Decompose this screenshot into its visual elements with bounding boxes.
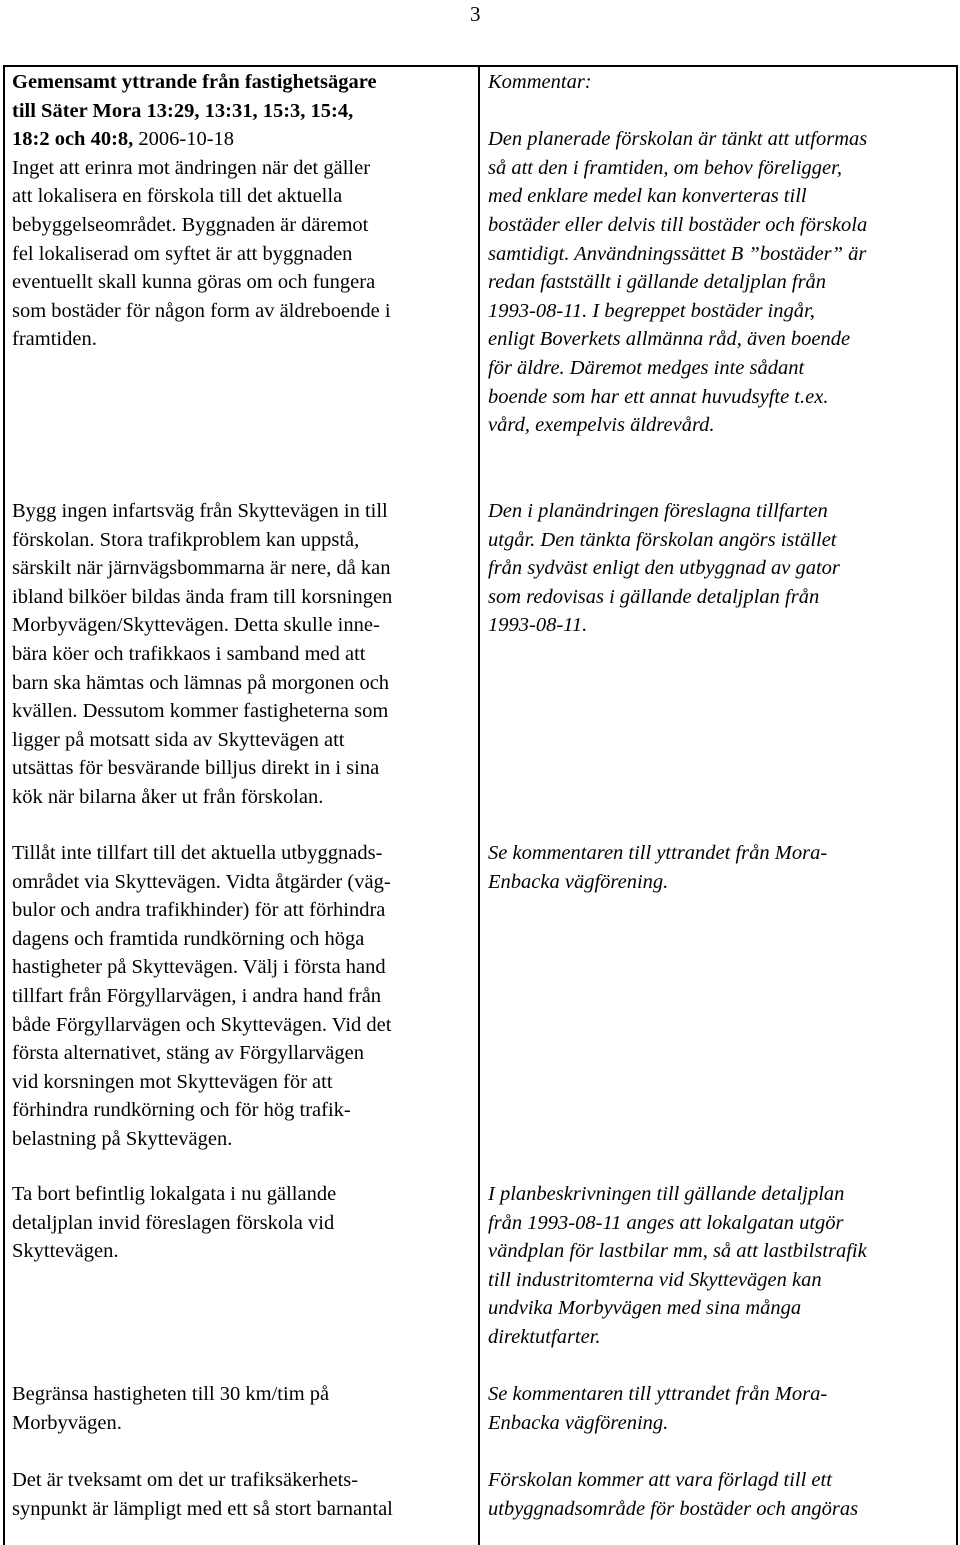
statement-owners-group xyxy=(12,68,391,354)
statement-no-access-skyttevagen xyxy=(12,839,391,1154)
comment-line: Den i planändringen föreslagna tillfarten xyxy=(488,500,828,522)
statement-line: Ta bort befintlig lokalgata i nu gällande xyxy=(12,1183,337,1205)
statement-line: både Förgyllarvägen och Skyttevägen. Vid det xyxy=(12,1013,392,1036)
spacer xyxy=(488,97,867,126)
comment-traffic-safety xyxy=(488,1466,858,1523)
comment-line: 1993-08-11. I begreppet bostäder ingår, xyxy=(488,299,815,322)
statement-line: eventuellt skall kunna göras om och fungera xyxy=(12,271,376,294)
comment-line: redan fastställt i gällande detaljplan från xyxy=(488,271,827,294)
comment-line: utbyggnadsområde för bostäder och angöras xyxy=(488,1497,859,1520)
statement-line: första alternativet, stäng av Förgyllarvägen xyxy=(12,1042,364,1065)
statement-line: barn ska hämtas och lämnas på morgonen och xyxy=(12,671,390,694)
comment-line: Se kommentaren till yttrandet från Mora- xyxy=(488,1383,828,1405)
statement-speed-limit xyxy=(12,1380,329,1437)
comment-line: utgår. Den tänkta förskolan angörs istället xyxy=(488,528,837,551)
comment-line: till industritomterna vid Skyttevägen kan xyxy=(488,1268,822,1291)
statement-line: belastning på Skyttevägen. xyxy=(12,1127,233,1150)
comment-line: Enbacka vägförening. xyxy=(488,1411,669,1434)
comment-speed-limit xyxy=(488,1380,827,1437)
comment-line: från sydväst enligt den utbyggnad av gator xyxy=(488,557,840,580)
statement-line: Morbyvägen. xyxy=(12,1411,122,1434)
comment-line: 1993-08-11. xyxy=(488,614,588,637)
statement-line: förskolan. Stora trafikproblem kan uppstå, xyxy=(12,528,360,551)
comment-line: enligt Boverkets allmänna råd, även boende xyxy=(488,328,851,351)
comment-line: I planbeskrivningen till gällande detaljplan xyxy=(488,1183,845,1205)
statement-heading-line: 18:2 och 40:8, xyxy=(12,128,134,151)
statement-line: att lokalisera en förskola till det aktuella xyxy=(12,185,343,208)
comment-line: så att den i framtiden, om behov föreligger, xyxy=(488,156,842,179)
page-number: 3 xyxy=(470,2,481,26)
comment-heading: Kommentar: xyxy=(488,71,592,93)
comment-owners-group xyxy=(488,68,867,440)
comment-line: vård, exempelvis äldrevård. xyxy=(488,414,715,437)
statement-line: vid korsningen mot Skyttevägen för att xyxy=(12,1070,333,1093)
statement-heading-line: till Säter Mora 13:29, 13:31, 15:3, 15:4, xyxy=(12,99,354,122)
statement-line: Tillåt inte tillfart till det aktuella utbyggnads- xyxy=(12,842,383,864)
statement-line: Bygg ingen infartsväg från Skyttevägen in till xyxy=(12,500,388,522)
statement-traffic-safety xyxy=(12,1466,393,1523)
statement-line: ibland bilköer bildas ända fram till korsningen xyxy=(12,585,393,608)
comment-line: med enklare medel kan konverteras till xyxy=(488,185,807,208)
statement-line: Begränsa hastigheten till 30 km/tim på xyxy=(12,1383,330,1405)
comment-line: direktutfarter. xyxy=(488,1325,601,1348)
statement-line: dagens och framtida rundkörning och höga xyxy=(12,927,365,950)
statement-line: som bostäder för någon form av äldreboende i xyxy=(12,299,391,322)
statement-line: bebyggelseområdet. Byggnaden är däremot xyxy=(12,213,369,236)
statement-line: kök när bilarna åker ut från förskolan. xyxy=(12,785,324,808)
statement-heading-line-with-date xyxy=(12,125,391,154)
statement-heading-line: Gemensamt yttrande från fastighetsägare xyxy=(12,71,377,93)
statement-line: detaljplan invid föreslagen förskola vid xyxy=(12,1211,335,1234)
comment-line: från 1993-08-11 anges att lokalgatan utgör xyxy=(488,1211,844,1234)
comment-access-road xyxy=(488,497,840,640)
statement-line: tillfart från Förgyllarvägen, i andra hand från xyxy=(12,984,382,1007)
statement-line: Morbyvägen/Skyttevägen. Detta skulle inne- xyxy=(12,614,380,637)
statement-access-road xyxy=(12,497,392,812)
statement-line: utsättas för besvärande billjus direkt in i sina xyxy=(12,757,380,780)
statement-line: framtiden. xyxy=(12,328,97,351)
statement-line: Inget att erinra mot ändringen när det gäller xyxy=(12,156,371,179)
statement-line: bulor och andra trafikhinder) för att förhindra xyxy=(12,899,386,922)
statement-line: området via Skyttevägen. Vidta åtgärder (väg- xyxy=(12,870,391,893)
comment-line: Enbacka vägförening. xyxy=(488,870,669,893)
comment-line: bostäder eller delvis till bostäder och förskola xyxy=(488,213,868,236)
statement-line: förhindra rundkörning och för hög trafik- xyxy=(12,1099,351,1122)
statement-date: 2006-10-18 xyxy=(133,128,235,151)
comment-remove-local-street xyxy=(488,1180,867,1352)
comment-no-access-skyttevagen xyxy=(488,839,827,896)
comment-line: samtidigt. Användningssättet B ”bostäder” är xyxy=(488,242,867,265)
comment-line: som redovisas i gällande detaljplan från xyxy=(488,585,820,608)
comment-line: Den planerade förskolan är tänkt att utformas xyxy=(488,128,868,151)
statement-line: synpunkt är lämpligt med ett så stort barnantal xyxy=(12,1497,393,1520)
statement-line: fel lokaliserad om syftet är att byggnaden xyxy=(12,242,353,265)
column-divider xyxy=(478,65,480,1545)
statement-line: särskilt när järnvägsbommarna är nere, då kan xyxy=(12,557,391,580)
comment-line: undvika Morbyvägen med sina många xyxy=(488,1297,802,1320)
statement-line: ligger på motsatt sida av Skyttevägen att xyxy=(12,728,345,751)
statement-line: hastigheter på Skyttevägen. Välj i första hand xyxy=(12,956,386,979)
comment-line: Förskolan kommer att vara förlagd till ett xyxy=(488,1469,832,1491)
statement-line: Skyttevägen. xyxy=(12,1240,119,1263)
statement-line: kvällen. Dessutom kommer fastigheterna som xyxy=(12,700,389,723)
statement-line: bära köer och trafikkaos i samband med att xyxy=(12,642,366,665)
comment-line: för äldre. Däremot medges inte sådant xyxy=(488,356,805,379)
comment-line: Se kommentaren till yttrandet från Mora- xyxy=(488,842,828,864)
comment-line: vändplan för lastbilar mm, så att lastbilstrafik xyxy=(488,1240,867,1263)
statement-remove-local-street xyxy=(12,1180,336,1266)
statement-line: Det är tveksamt om det ur trafiksäkerhets- xyxy=(12,1469,359,1491)
comment-line: boende som har ett annat huvudsyfte t.ex. xyxy=(488,385,829,408)
